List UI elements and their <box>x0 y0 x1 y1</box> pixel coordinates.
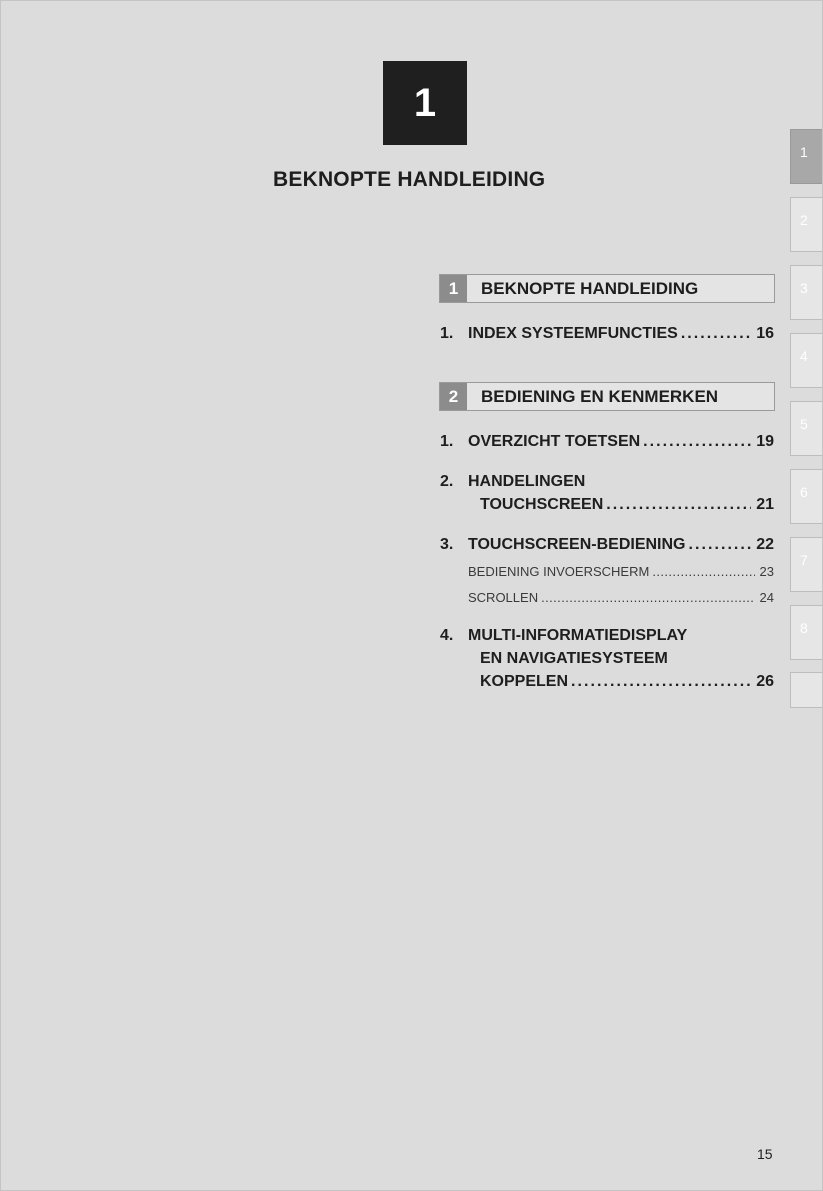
section-2-header[interactable] <box>439 382 775 411</box>
toc-subentry-bediening-invoerscherm[interactable] <box>468 564 774 579</box>
dot-leader <box>652 564 754 579</box>
toc-entry-number: 1. <box>440 433 454 450</box>
toc-entry-title: MULTI-INFORMATIEDISPLAY <box>468 627 688 644</box>
toc-entry-number: 4. <box>440 627 454 644</box>
toc-entry-title: TOUCHSCREEN-BEDIENING <box>468 536 686 553</box>
toc-entry-handelingen-line-2[interactable] <box>440 496 774 514</box>
dot-leader <box>681 325 751 343</box>
toc-entry-number: 3. <box>440 536 454 553</box>
toc-subentry-scrollen[interactable] <box>468 590 774 605</box>
toc-entry-page: 19 <box>756 433 774 450</box>
toc-entry-touchscreen-bediening[interactable] <box>440 536 774 554</box>
side-tab-2[interactable]: 2 <box>790 197 822 252</box>
toc-entry-title: HANDELINGEN <box>468 473 586 490</box>
toc-entry-page: 21 <box>756 496 774 513</box>
side-tab-1[interactable]: 1 <box>790 129 822 184</box>
toc-entry-number: 2. <box>440 473 454 490</box>
chapter-number-box: 1 <box>383 61 467 145</box>
toc-entry-page: 26 <box>756 673 774 690</box>
toc-entry-title: TOUCHSCREEN <box>480 496 604 513</box>
side-tab-8[interactable]: 8 <box>790 605 822 660</box>
toc-entry-title: KOPPELEN <box>480 673 569 690</box>
dot-leader <box>571 673 751 691</box>
chapter-title: BEKNOPTE HANDLEIDING <box>273 168 546 191</box>
dot-leader <box>643 433 751 451</box>
toc-subentry-title: SCROLLEN <box>468 590 539 605</box>
toc-entry-title: INDEX SYSTEEMFUNCTIES <box>468 325 678 342</box>
toc-subentry-page: 23 <box>759 564 774 579</box>
section-1-title: BEKNOPTE HANDLEIDING <box>481 278 699 298</box>
side-tab-blank <box>790 672 822 708</box>
side-tab-4[interactable]: 4 <box>790 333 822 388</box>
side-tab-5[interactable]: 5 <box>790 401 822 456</box>
toc-entry-page: 16 <box>756 325 774 342</box>
toc-entry-multi-informatiedisplay-line-2[interactable] <box>440 650 774 668</box>
dot-leader <box>606 496 751 514</box>
side-tab-7[interactable]: 7 <box>790 537 822 592</box>
toc-entry-title: OVERZICHT TOETSEN <box>468 433 641 450</box>
side-tab-3[interactable]: 3 <box>790 265 822 320</box>
toc-entry-title: EN NAVIGATIESYSTEEM <box>480 650 668 667</box>
toc-entry-multi-informatiedisplay-line-1[interactable] <box>440 627 774 645</box>
toc-entry-number: 1. <box>440 325 454 342</box>
toc-entry-handelingen-line-1[interactable] <box>440 473 774 491</box>
toc-entry-index-systeemfuncties[interactable] <box>440 325 774 343</box>
section-2-number: 2 <box>440 383 467 410</box>
toc-entry-multi-informatiedisplay-line-3[interactable] <box>440 673 774 691</box>
toc-entry-page: 22 <box>756 536 774 553</box>
toc-subentry-title: BEDIENING INVOERSCHERM <box>468 564 650 579</box>
toc-entry-overzicht-toetsen[interactable] <box>440 433 774 451</box>
section-2-title: BEDIENING EN KENMERKEN <box>481 386 719 406</box>
section-1-header[interactable] <box>439 274 775 303</box>
dot-leader <box>689 536 752 554</box>
toc-subentry-page: 24 <box>759 590 774 605</box>
side-tab-6[interactable]: 6 <box>790 469 822 524</box>
page-number: 15 <box>757 1146 773 1162</box>
dot-leader <box>541 590 754 605</box>
section-1-number: 1 <box>440 275 467 302</box>
